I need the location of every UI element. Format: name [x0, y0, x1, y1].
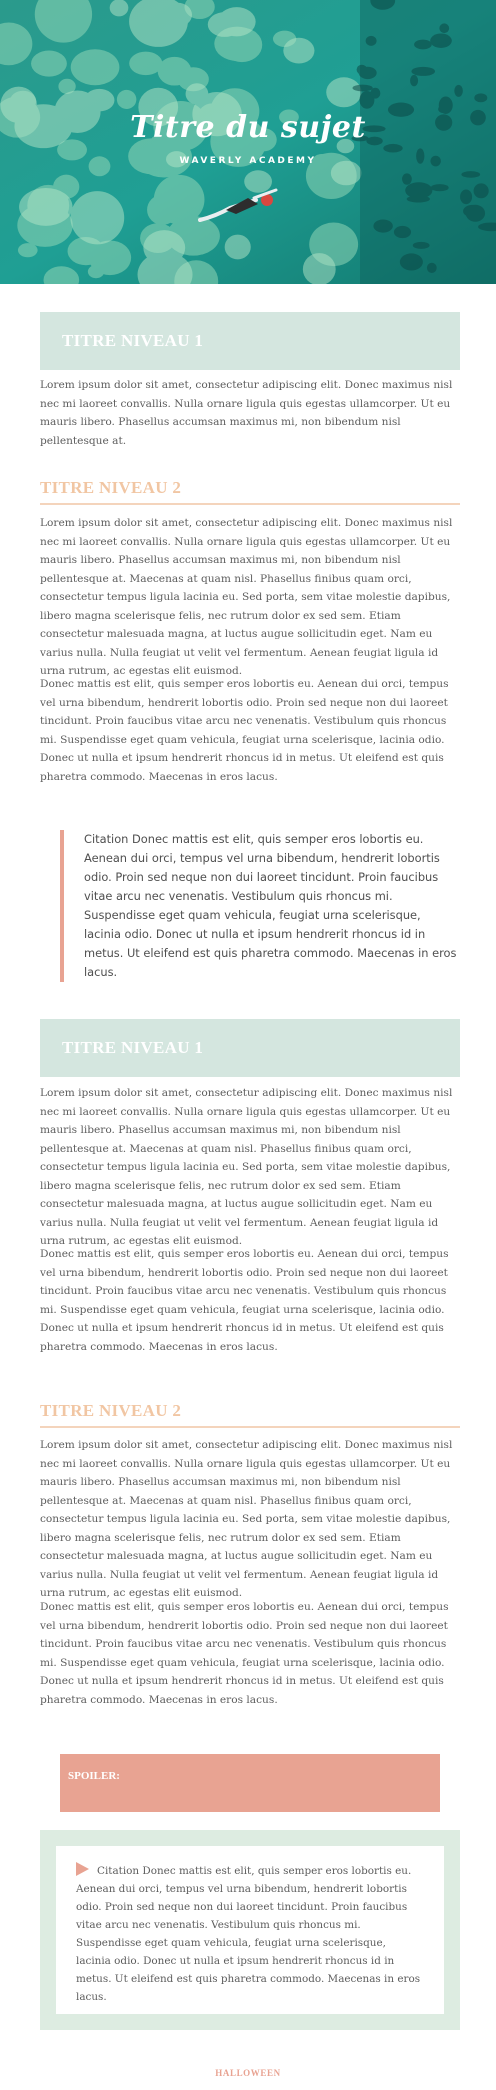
hero-title: Titre du sujet	[130, 110, 366, 145]
paragraph	[40, 1084, 460, 1251]
heading-level-1-text: TITRE NIVEAU 1	[62, 1038, 204, 1057]
spoiler-text-wrap	[76, 1862, 424, 2006]
spoiler-content-card	[56, 1846, 444, 2014]
paragraph-text: Lorem ipsum dolor sit amet, consectetur adipiscing elit. Donec maximus nisl nec mi laoreet convallis. Nulla ornare ligula quis egestas ullamcorper. Ut eu mauris libero. Phasellus accumsan maximus mi, non bibendum nisl pellentesque at. Maecenas at quam nisl. Phasellus finibus quam orci, consectetur tempus ligula lacinia eu. Sed porta, sem vitae molestie dapibus, libero magna scelerisque felis, nec rutrum dolor ex sed sem. Etiam consectetur malesuada magna, at luctus augue sollicitudin eget. Nam eu varius nulla. Nulla feugiat ut velit vel fermentum. Aenean feugiat ligula id urna rutrum, ac egestas elit euismod.	[40, 517, 453, 677]
heading-level-2-text: TITRE NIVEAU 2	[40, 478, 182, 497]
footer-label: HALLOWEEN	[215, 2068, 281, 2078]
paragraph-text: Lorem ipsum dolor sit amet, consectetur adipiscing elit. Donec maximus nisl nec mi laoreet convallis. Nulla ornare ligula quis egestas ullamcorper. Ut eu mauris libero. Phasellus accumsan maximus mi, non bibendum nisl pellentesque at.	[40, 379, 453, 447]
heading-level-1	[40, 1019, 460, 1077]
hero-banner	[0, 0, 496, 284]
paragraph	[40, 1245, 460, 1356]
heading-level-2	[40, 478, 460, 505]
paragraph-text: Lorem ipsum dolor sit amet, consectetur adipiscing elit. Donec maximus nisl nec mi laoreet convallis. Nulla ornare ligula quis egestas ullamcorper. Ut eu mauris libero. Phasellus accumsan maximus mi, non bibendum nisl pellentesque at. Maecenas at quam nisl. Phasellus finibus quam orci, consectetur tempus ligula lacinia eu. Sed porta, sem vitae molestie dapibus, libero magna scelerisque felis, nec rutrum dolor ex sed sem. Etiam consectetur malesuada magna, at luctus augue sollicitudin eget. Nam eu varius nulla. Nulla feugiat ut velit vel fermentum. Aenean feugiat ligula id urna rutrum, ac egestas elit euismod.	[40, 1087, 453, 1247]
paragraph	[40, 1598, 460, 1709]
paragraph	[40, 376, 460, 450]
paragraph-text: Donec mattis est elit, quis semper eros lobortis eu. Aenean dui orci, tempus vel urna bibendum, hendrerit lobortis odio. Proin sed neque non dui laoreet tincidunt. Proin faucibus vitae arcu nec venenatis. Vestibulum quis rhoncus mi. Suspendisse eget quam vehicula, feugiat urna scelerisque, lacinia odio. Donec ut nulla et ipsum hendrerit rhoncus id in metus. Ut eleifend est quis pharetra commodo. Maecenas in eros lacus.	[40, 678, 449, 783]
spoiler-text: Citation Donec mattis est elit, quis semper eros lobortis eu. Aenean dui orci, tempus vel urna bibendum, hendrerit lobortis odio. Proin sed neque non dui laoreet tincidunt. Proin faucibus vitae arcu nec venenatis. Vestibulum quis rhoncus mi. Suspendisse eget quam vehicula, feugiat urna scelerisque, lacinia odio. Donec ut nulla et ipsum hendrerit rhoncus id in metus. Ut eleifend est quis pharetra commodo. Maecenas in eros lacus.	[76, 1865, 421, 2003]
hero-subtitle: WAVERLY ACADEMY	[179, 156, 317, 166]
blockquote	[60, 830, 460, 982]
paragraph	[40, 514, 460, 681]
swimmer-illustration	[196, 186, 284, 226]
heading-level-1-text: TITRE NIVEAU 1	[62, 331, 204, 350]
spoiler-button[interactable]	[60, 1754, 440, 1812]
heading-underline	[40, 503, 460, 505]
spoiler-label: SPOILER:	[68, 1770, 120, 1782]
heading-level-1	[40, 312, 460, 370]
blockquote-text: Citation Donec mattis est elit, quis semper eros lobortis eu. Aenean dui orci, tempus vel urna bibendum, hendrerit lobortis odio. Proin sed neque non dui laoreet tincidunt. Proin faucibus vitae arcu nec venenatis. Vestibulum quis rhoncus mi. Suspendisse eget quam vehicula, feugiat urna scelerisque, lacinia odio. Donec ut nulla et ipsum hendrerit rhoncus id in metus. Ut eleifend est quis pharetra commodo. Maecenas in eros lacus.	[84, 832, 457, 979]
heading-level-2-text: TITRE NIVEAU 2	[40, 1401, 182, 1420]
paragraph-text: Lorem ipsum dolor sit amet, consectetur adipiscing elit. Donec maximus nisl nec mi laoreet convallis. Nulla ornare ligula quis egestas ullamcorper. Ut eu mauris libero. Phasellus accumsan maximus mi, non bibendum nisl pellentesque at. Maecenas at quam nisl. Phasellus finibus quam orci, consectetur tempus ligula lacinia eu. Sed porta, sem vitae molestie dapibus, libero magna scelerisque felis, nec rutrum dolor ex sed sem. Etiam consectetur malesuada magna, at luctus augue sollicitudin eget. Nam eu varius nulla. Nulla feugiat ut velit vel fermentum. Aenean feugiat ligula id urna rutrum, ac egestas elit euismod.	[40, 1439, 453, 1599]
paragraph-text: Donec mattis est elit, quis semper eros lobortis eu. Aenean dui orci, tempus vel urna bibendum, hendrerit lobortis odio. Proin sed neque non dui laoreet tincidunt. Proin faucibus vitae arcu nec venenatis. Vestibulum quis rhoncus mi. Suspendisse eget quam vehicula, feugiat urna scelerisque, lacinia odio. Donec ut nulla et ipsum hendrerit rhoncus id in metus. Ut eleifend est quis pharetra commodo. Maecenas in eros lacus.	[40, 1248, 449, 1353]
heading-level-2	[40, 1401, 460, 1428]
heading-underline	[40, 1426, 460, 1428]
paragraph	[40, 675, 460, 786]
triangle-right-icon[interactable]	[76, 1862, 89, 1876]
spoiler-content	[40, 1830, 460, 2030]
paragraph	[40, 1436, 460, 1603]
paragraph-text: Donec mattis est elit, quis semper eros lobortis eu. Aenean dui orci, tempus vel urna bibendum, hendrerit lobortis odio. Proin sed neque non dui laoreet tincidunt. Proin faucibus vitae arcu nec venenatis. Vestibulum quis rhoncus mi. Suspendisse eget quam vehicula, feugiat urna scelerisque, lacinia odio. Donec ut nulla et ipsum hendrerit rhoncus id in metus. Ut eleifend est quis pharetra commodo. Maecenas in eros lacus.	[40, 1601, 449, 1706]
